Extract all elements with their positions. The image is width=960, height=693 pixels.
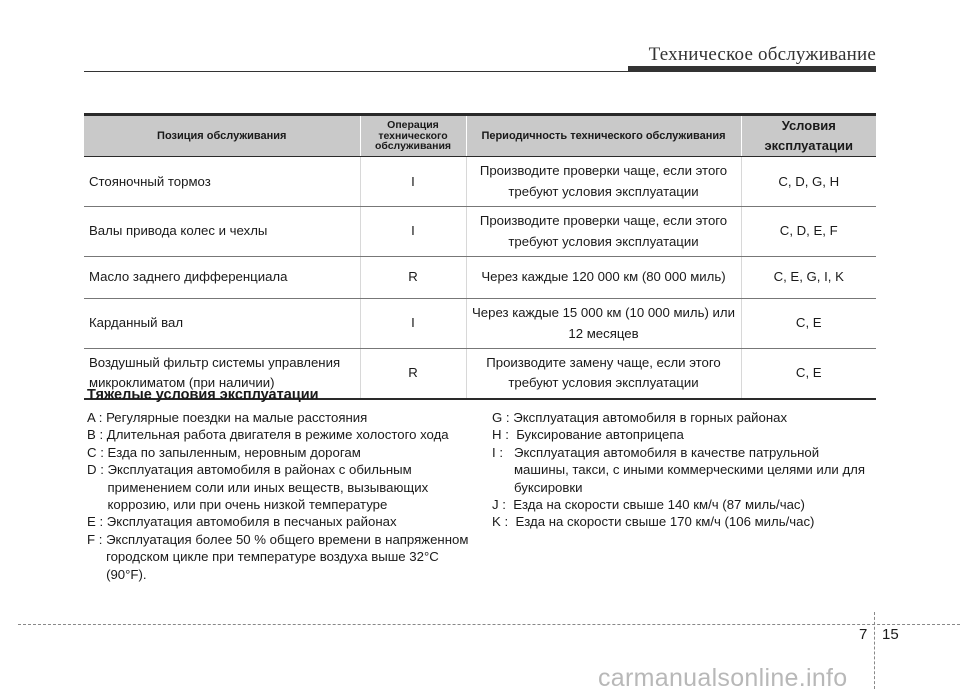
cell-conditions: C, D, G, H	[741, 157, 876, 207]
condition-item	[87, 513, 482, 530]
condition-key: A :	[87, 410, 107, 425]
cell-operation: R	[360, 349, 466, 399]
condition-text: Буксирование автоприцепа	[516, 427, 684, 443]
chapter-number: 7	[859, 626, 868, 643]
condition-item	[492, 496, 872, 513]
cell-operation: I	[360, 207, 466, 257]
table-row	[84, 157, 876, 207]
cell-conditions: C, E, G, I, K	[741, 257, 876, 299]
condition-key: F :	[87, 531, 107, 547]
table-header-row	[84, 115, 876, 157]
footer-vertical-divider	[874, 612, 875, 689]
header-operation: Операция технического обслуживания	[360, 115, 466, 157]
cell-item: Карданный вал	[84, 299, 360, 349]
cell-item: Воздушный фильтр системы управления микроклиматом (при наличии)	[84, 349, 360, 399]
table-row	[84, 257, 876, 299]
condition-item	[87, 444, 482, 461]
table-row	[84, 207, 876, 257]
condition-item	[87, 409, 482, 426]
condition-text: Длительная работа двигателя в режиме холостого хода	[106, 427, 449, 443]
header-interval: Периодичность технического обслуживания	[466, 115, 741, 157]
header-conditions: Условия эксплуатации	[741, 115, 876, 157]
cell-item: Валы привода колес и чехлы	[84, 207, 360, 257]
condition-text: Эксплуатация автомобиля в районах с обильным применением соли или иных веществ, вызывающих коррозию, или при очень низкой температуре	[107, 462, 429, 513]
condition-item	[492, 513, 872, 530]
cell-conditions: C, E	[741, 299, 876, 349]
condition-key: J :	[492, 497, 514, 513]
conditions-list-left	[87, 409, 482, 583]
condition-item	[492, 444, 872, 496]
condition-text: Регулярные поездки на малые расстояния	[106, 410, 368, 425]
section-title: Техническое обслуживание	[648, 44, 876, 65]
conditions-list-right	[492, 409, 872, 531]
condition-text: Эксплуатация автомобиля в песчаных районах	[106, 514, 397, 530]
footer-divider	[18, 624, 960, 625]
condition-key: B :	[87, 427, 107, 443]
condition-item	[492, 426, 872, 443]
condition-text: Езда на скорости свыше 170 км/ч (106 миль/час)	[515, 514, 815, 530]
header-rule	[84, 71, 629, 72]
condition-key: K :	[492, 514, 516, 530]
condition-text: Эксплуатация автомобиля в горных районах	[513, 410, 788, 425]
conditions-title: Тяжелые условия эксплуатации	[87, 387, 319, 403]
cell-operation: R	[360, 257, 466, 299]
cell-conditions: C, E	[741, 349, 876, 399]
condition-text: Эксплуатация автомобиля в качестве патрульной машины, такси, с иными коммерческими целями или для буксировки	[513, 444, 865, 495]
condition-item	[87, 426, 482, 443]
condition-item	[87, 531, 482, 583]
condition-text: Езда на скорости свыше 140 км/ч (87 миль/час)	[513, 497, 805, 513]
cell-operation: I	[360, 299, 466, 349]
page-number: 15	[882, 626, 899, 643]
condition-key: C :	[87, 444, 108, 460]
condition-text: Езда по запыленным, неровным дорогам	[107, 444, 361, 460]
cell-interval: Производите замену чаще, если этого требуют условия эксплуатации	[466, 349, 741, 399]
condition-key: D :	[87, 462, 108, 478]
cell-operation: I	[360, 157, 466, 207]
condition-item	[87, 461, 482, 513]
table-row	[84, 299, 876, 349]
condition-item	[492, 409, 872, 426]
condition-key: I :	[492, 444, 514, 460]
cell-item: Масло заднего дифференциала	[84, 257, 360, 299]
cell-interval: Производите проверки чаще, если этого требуют условия эксплуатации	[466, 207, 741, 257]
header-rule-accent	[628, 66, 876, 72]
cell-conditions: C, D, E, F	[741, 207, 876, 257]
cell-interval: Производите проверки чаще, если этого требуют условия эксплуатации	[466, 157, 741, 207]
condition-text: Эксплуатация более 50 % общего времени в напряженном городском цикле при температуре воздуха выше 32°C (90°F).	[106, 531, 469, 582]
cell-interval: Через каждые 15 000 км (10 000 миль) или 12 месяцев	[466, 299, 741, 349]
header-position: Позиция обслуживания	[84, 115, 360, 157]
watermark: carmanualsonline.info	[598, 664, 848, 692]
cell-interval: Через каждые 120 000 км (80 000 миль)	[466, 257, 741, 299]
cell-item: Стояночный тормоз	[84, 157, 360, 207]
condition-key: G :	[492, 410, 514, 425]
condition-key: E :	[87, 514, 107, 530]
maintenance-table	[84, 113, 876, 400]
condition-key: H :	[492, 427, 517, 443]
